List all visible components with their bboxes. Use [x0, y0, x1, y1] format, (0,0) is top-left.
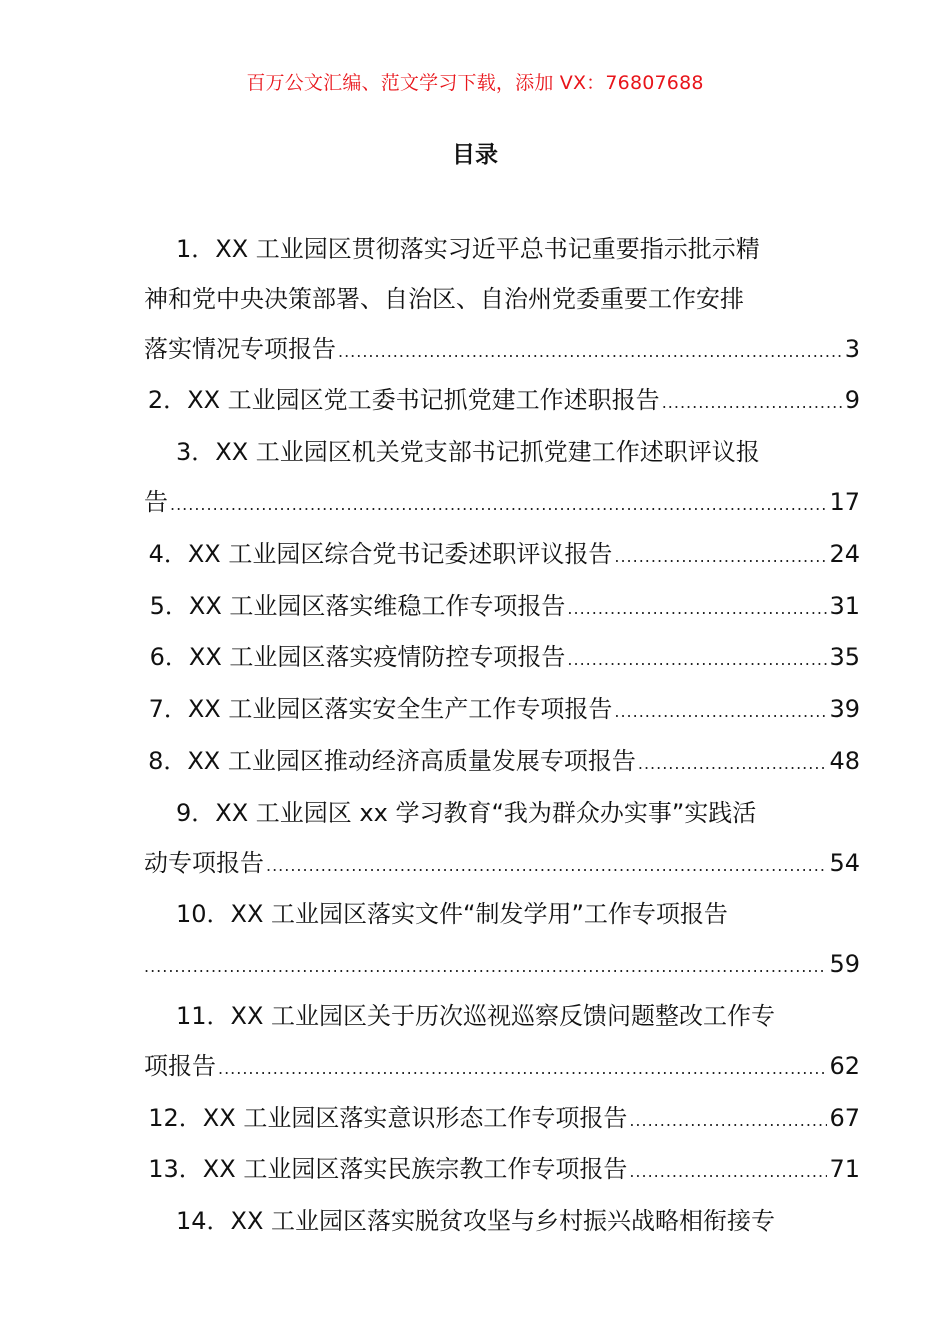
toc-entry-8[interactable] [144, 737, 860, 789]
page-number: 39 [829, 695, 860, 724]
page-number: 62 [829, 1051, 860, 1080]
toc-entry-text: 9．XX 工业园区 xx 学习教育“我为群众办实事”实践活 [176, 798, 757, 827]
toc-entry-6[interactable] [144, 633, 860, 685]
toc-entry-text: 2．XX 工业园区党工委书记抓党建工作述职报告 [147, 386, 660, 415]
toc-entry-text: 动专项报告 [144, 848, 264, 877]
toc-entry-14[interactable] [144, 1197, 860, 1247]
dot-leader [170, 480, 827, 530]
toc-entry-text: 12．XX 工业园区落实意识形态工作专项报告 [148, 1103, 628, 1132]
dot-leader [614, 532, 827, 582]
toc-entry-9[interactable] [144, 789, 860, 891]
toc-entry-text: 1．XX 工业园区贯彻落实习近平总书记重要指示批示精 [176, 235, 760, 263]
toc-entry-7[interactable] [144, 685, 860, 737]
dot-leader [662, 378, 843, 428]
toc-entry-text: 告 [144, 487, 168, 516]
dot-leader [629, 1147, 827, 1197]
page-number: 31 [829, 591, 860, 620]
toc-entry-4[interactable] [144, 530, 860, 582]
toc-entry-2[interactable] [144, 376, 860, 428]
page-number: 48 [829, 746, 860, 775]
dot-leader [567, 635, 827, 685]
toc-entry-text: 5．XX 工业园区落实维稳工作专项报告 [149, 591, 566, 620]
page-number: 35 [829, 643, 860, 672]
page-number: 59 [829, 950, 860, 979]
page-title: 目录 [452, 142, 498, 168]
dot-leader [629, 1096, 827, 1146]
dot-leader [338, 327, 843, 377]
page-number: 54 [829, 848, 860, 877]
toc-entry-12[interactable] [144, 1094, 860, 1146]
toc-entry-text: 11．XX 工业园区关于历次巡视巡察反馈问题整改工作专 [176, 1001, 776, 1030]
dot-leader [218, 1044, 827, 1094]
toc-entry-text: 神和党中央决策部署、自治区、自治州党委重要工作安排 [144, 284, 744, 313]
toc-entry-text: 3．XX 工业园区机关党支部书记抓党建工作述职评议报 [176, 438, 760, 467]
toc-entry-text: 14．XX 工业园区落实脱贫攻坚与乡村振兴战略相衔接专 [176, 1207, 776, 1236]
toc-entry-text: 6．XX 工业园区落实疫情防控专项报告 [149, 643, 566, 672]
toc-entry-text: 项报告 [144, 1051, 216, 1080]
toc-entry-5[interactable] [144, 582, 860, 634]
toc-entry-text: 13．XX 工业园区落实民族宗教工作专项报告 [148, 1155, 628, 1184]
page-number: 67 [829, 1103, 860, 1132]
dot-leader [266, 841, 827, 891]
dot-leader [638, 739, 828, 789]
toc-entry-3[interactable] [144, 428, 860, 530]
page-number: 71 [829, 1155, 860, 1184]
toc-entry-13[interactable] [144, 1145, 860, 1197]
page-number: 24 [829, 539, 860, 568]
toc-entry-text: 7．XX 工业园区落实安全生产工作专项报告 [148, 695, 613, 724]
toc-entry-10[interactable] [144, 890, 860, 992]
page-number: 9 [844, 386, 860, 415]
toc-entry-11[interactable] [144, 992, 860, 1094]
dot-leader [567, 584, 827, 634]
toc-entry-text: 落实情况专项报告 [144, 334, 336, 363]
table-of-contents [144, 225, 860, 1247]
dot-leader [614, 687, 827, 737]
watermark-header: 百万公文汇编、范文学习下载，添加 VX：76807688 [246, 72, 704, 94]
page-number: 3 [844, 334, 860, 363]
page-number: 17 [829, 487, 860, 516]
toc-entry-1[interactable] [144, 225, 860, 376]
toc-entry-text: 8．XX 工业园区推动经济高质量发展专项报告 [148, 746, 636, 775]
toc-entry-text: 4．XX 工业园区综合党书记委述职评议报告 [148, 539, 613, 568]
toc-entry-text: 10．XX 工业园区落实文件“制发学用”工作专项报告 [176, 900, 728, 929]
dot-leader [144, 942, 827, 992]
